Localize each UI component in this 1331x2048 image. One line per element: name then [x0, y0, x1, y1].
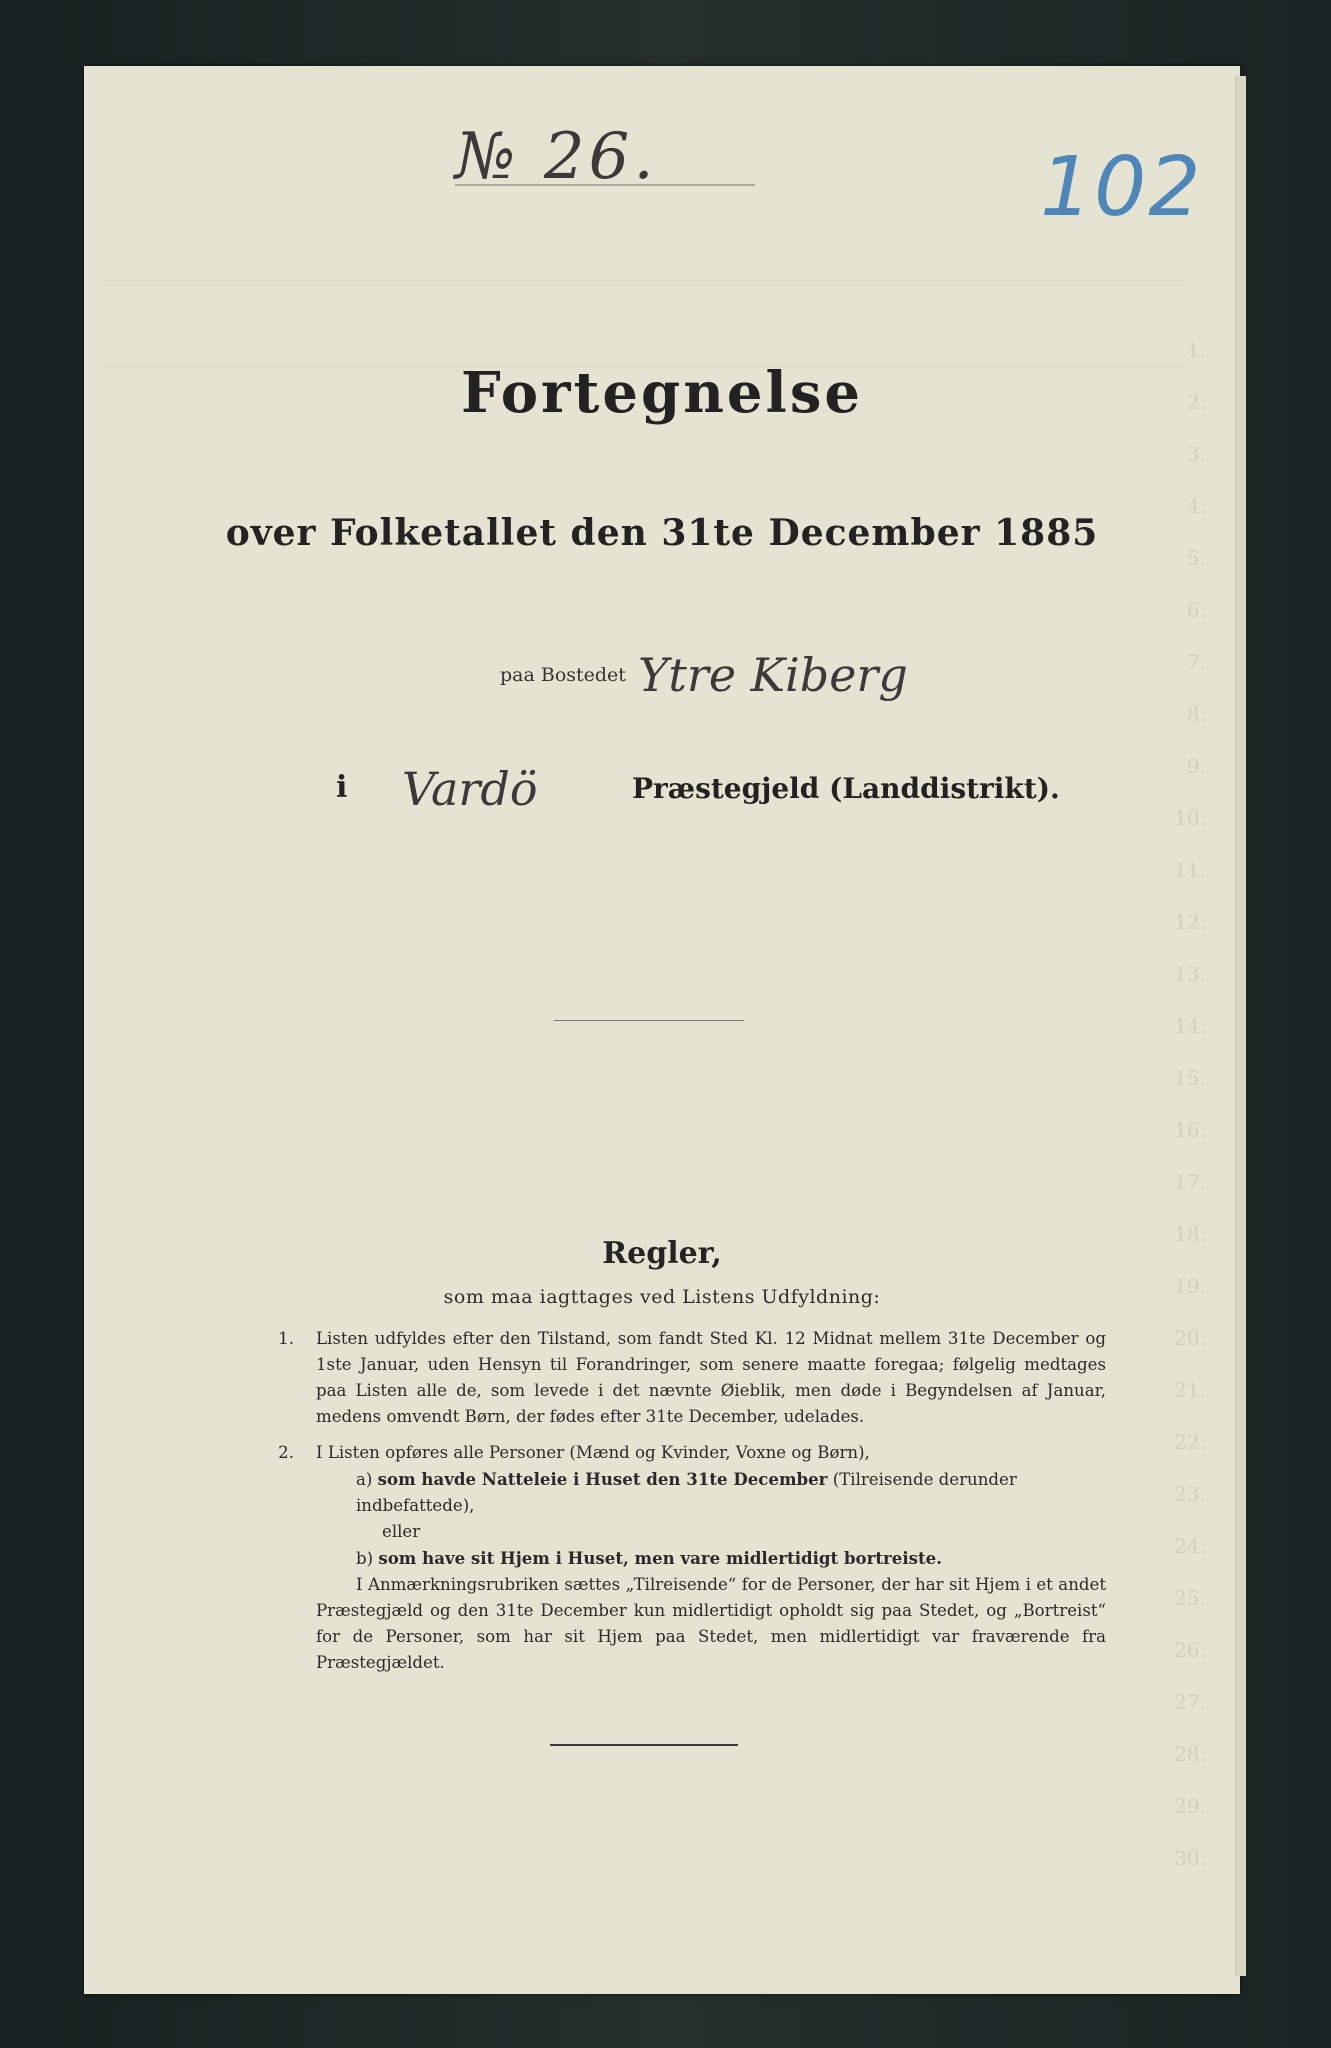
- rule-subitem-b: [316, 1545, 1106, 1572]
- form-title: Fortegnelse: [461, 360, 863, 426]
- rule-text: Listen udfyldes efter den Tilstand, som fandt Sted Kl. 12 Midnat mellem 31te December og 1ste Januar, uden Hensyn til Forandringer, som senere maatte foregaa; følgelig medtages paa Listen alle de, som levede i det nævnte Øieblik, men døde i Begyndelsen af Januar, medens omvendt Børn, der fødes efter 31te December, udelades.: [316, 1329, 1106, 1426]
- residence-row: [500, 648, 1060, 708]
- section-divider: [554, 1020, 744, 1021]
- closing-divider: [550, 1744, 738, 1746]
- rule-intro: I Listen opføres alle Personer (Mænd og Kvinder, Voxne og Børn),: [316, 1443, 870, 1462]
- subitem-label: b): [356, 1549, 374, 1568]
- rule-item-2: [278, 1440, 1106, 1676]
- show-through-rule: [104, 280, 1184, 281]
- parish-prefix: i: [336, 770, 348, 805]
- handwritten-form-number: № 26.: [455, 120, 658, 194]
- rule-subitem-a: [316, 1466, 1106, 1519]
- rules-subheading: som maa iagttages ved Listens Udfyldning:: [443, 1286, 881, 1308]
- rule-item-1: [278, 1326, 1106, 1430]
- form-subtitle: over Folketallet den 31te December 1885: [225, 512, 1099, 554]
- rules-heading: Regler,: [602, 1236, 722, 1271]
- show-through-row-numbers: 1. 2. 3. 4. 5. 6. 7. 8. 9. 10. 11. 12. 13. 14. 15. 16. 17. 18. 19. 20. 21. 22. 23. 24. 25. 26. 27. 28. 29. 30.: [1174, 338, 1206, 1870]
- handwritten-folio-number: 102: [1040, 140, 1203, 235]
- rule-number: 1.: [278, 1329, 294, 1348]
- rule-number: 2.: [278, 1443, 294, 1462]
- subitem-text: (Tilreisende derunder indbefattede),: [356, 1470, 1017, 1515]
- residence-label: paa Bostedet: [500, 664, 626, 686]
- parish-row: [336, 762, 1060, 822]
- handwritten-residence: Ytre Kiberg: [638, 648, 908, 702]
- subitem-label: a): [356, 1470, 373, 1489]
- parish-suffix: Præstegjeld (Landdistrikt).: [632, 772, 1060, 805]
- form-number-underline: [455, 184, 755, 186]
- subitem-bold-text: som havde Natteleie i Huset den 31te December: [377, 1469, 828, 1489]
- rule-or: eller: [382, 1522, 421, 1541]
- handwritten-parish: Vardö: [402, 762, 538, 816]
- subitem-bold-text: som have sit Hjem i Huset, men vare midlertidigt bortreiste.: [378, 1548, 942, 1568]
- rule-note: I Anmærkningsrubriken sættes „Tilreisende“ for de Personer, der har sit Hjem i et andet Præstegjæld og den 31te December kun midlertidigt opholdt sig paa Stedet, og „Bortreist“ for de Personer, som har sit Hjem paa Stedet, men midlertidigt var fraværende fra Præstegjældet.: [316, 1575, 1106, 1672]
- show-through-rule: [104, 324, 1184, 325]
- census-form-page: [84, 66, 1240, 1994]
